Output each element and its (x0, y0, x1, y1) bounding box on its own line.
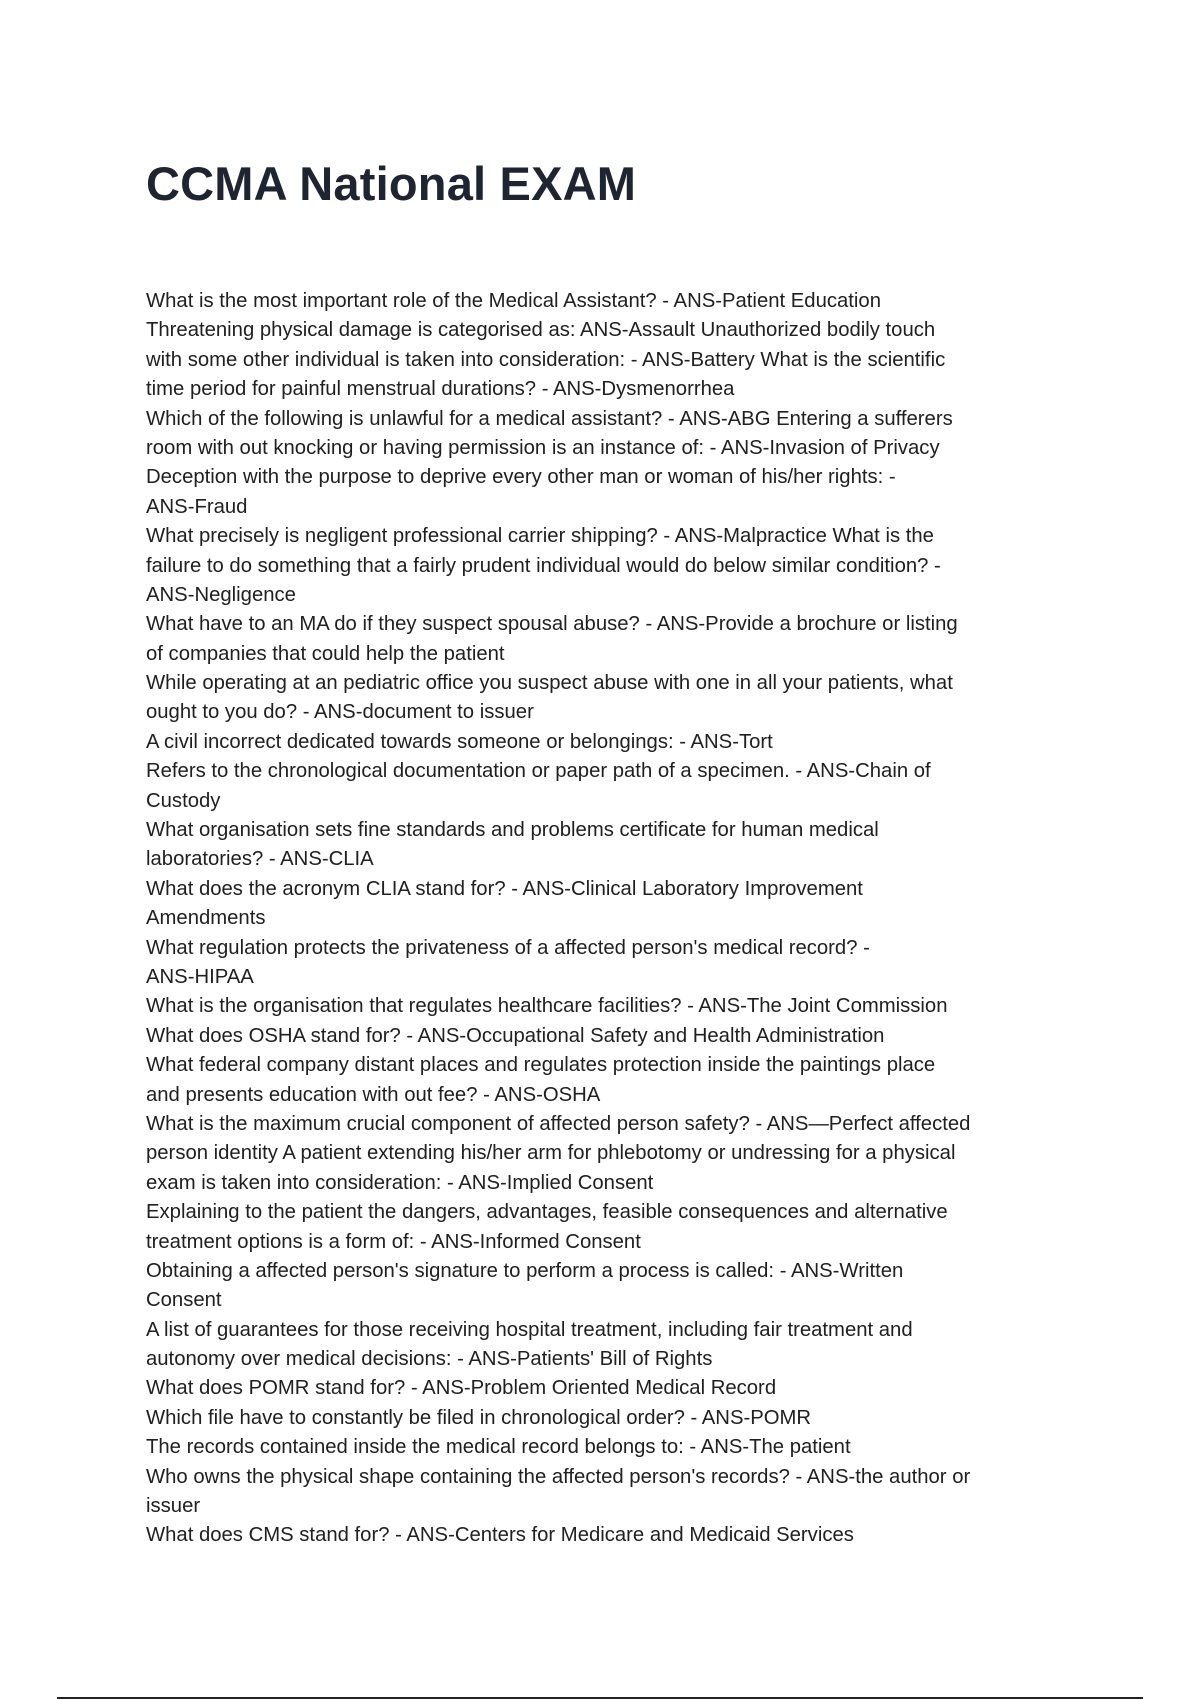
text-line: Which file have to constantly be filed in chronological order? - ANS-POMR (146, 1406, 812, 1429)
text-line: What precisely is negligent professional carrier shipping? - ANS-Malpractice What is the (146, 525, 934, 548)
text-line: Explaining to the patient the dangers, advantages, feasible consequences and alternative (146, 1201, 948, 1224)
text-line: What does POMR stand for? - ANS-Problem Oriented Medical Record (146, 1377, 777, 1400)
text-line: person identity A patient extending his/her arm for phlebotomy or undressing for a physical (146, 1142, 956, 1165)
text-line: What is the organisation that regulates healthcare facilities? - ANS-The Joint Commission (146, 995, 948, 1018)
text-line: Who owns the physical shape containing the affected person's records? - ANS-the author or (146, 1465, 971, 1488)
page-divider (57, 1697, 1143, 1699)
text-line: with some other individual is taken into consideration: - ANS-Battery What is the scientific (146, 348, 946, 371)
text-line: Deception with the purpose to deprive every other man or woman of his/her rights: - (146, 466, 896, 489)
text-line: issuer (146, 1495, 201, 1518)
text-line: of companies that could help the patient (146, 642, 505, 665)
text-line: ANS-Negligence (146, 583, 296, 606)
text-line: What organisation sets fine standards and problems certificate for human medical (146, 819, 879, 842)
text-line: What have to an MA do if they suspect spousal abuse? - ANS-Provide a brochure or listing (146, 613, 958, 636)
text-line: The records contained inside the medical record belongs to: - ANS-The patient (146, 1436, 851, 1459)
text-line: What is the maximum crucial component of affected person safety? - ANS—Perfect affected (146, 1112, 971, 1135)
text-line: Obtaining a affected person's signature to perform a process is called: - ANS-Written (146, 1259, 904, 1282)
text-line: Custody (146, 789, 221, 812)
text-line: Consent (146, 1289, 222, 1312)
text-line: What regulation protects the privateness of a affected person's medical record? - (146, 936, 870, 959)
text-line: autonomy over medical decisions: - ANS-Patients' Bill of Rights (146, 1348, 713, 1371)
text-line: Threatening physical damage is categorised as: ANS-Assault Unauthorized bodily touch (146, 319, 936, 342)
text-line: time period for painful menstrual durations? - ANS-Dysmenorrhea (146, 378, 735, 401)
text-line: failure to do something that a fairly prudent individual would do below similar condition? - (146, 554, 941, 577)
text-line: A civil incorrect dedicated towards someone or belongings: - ANS-Tort (146, 730, 773, 753)
text-line: While operating at an pediatric office you suspect abuse with one in all your patients, what (146, 672, 953, 695)
text-line: What does the acronym CLIA stand for? - ANS-Clinical Laboratory Improvement (146, 877, 863, 900)
text-line: Amendments (146, 907, 266, 930)
page-title: CCMA National EXAM (146, 157, 637, 210)
text-line: A list of guarantees for those receiving hospital treatment, including fair treatment and (146, 1318, 913, 1341)
text-line: and presents education with out fee? - ANS-OSHA (146, 1083, 601, 1106)
text-line: What does OSHA stand for? - ANS-Occupational Safety and Health Administration (146, 1024, 885, 1047)
text-line: exam is taken into consideration: - ANS-Implied Consent (146, 1171, 654, 1194)
text-line: What federal company distant places and regulates protection inside the paintings place (146, 1054, 936, 1077)
text-line: What does CMS stand for? - ANS-Centers for Medicare and Medicaid Services (146, 1524, 854, 1547)
text-line: What is the most important role of the Medical Assistant? - ANS-Patient Education (146, 290, 881, 312)
text-line: ANS-HIPAA (146, 965, 254, 988)
text-line: Refers to the chronological documentation or paper path of a specimen. - ANS-Chain of (146, 760, 931, 783)
text-line: laboratories? - ANS-CLIA (146, 848, 374, 871)
text-line: room with out knocking or having permission is an instance of: - ANS-Invasion of Privacy (146, 436, 940, 459)
text-line: Which of the following is unlawful for a medical assistant? - ANS-ABG Entering a sufferers (146, 407, 953, 430)
text-line: treatment options is a form of: - ANS-Informed Consent (146, 1230, 641, 1253)
text-line: ought to you do? - ANS-document to issuer (146, 701, 534, 724)
qa-text-body (146, 287, 1076, 1551)
text-line: ANS-Fraud (146, 495, 248, 518)
